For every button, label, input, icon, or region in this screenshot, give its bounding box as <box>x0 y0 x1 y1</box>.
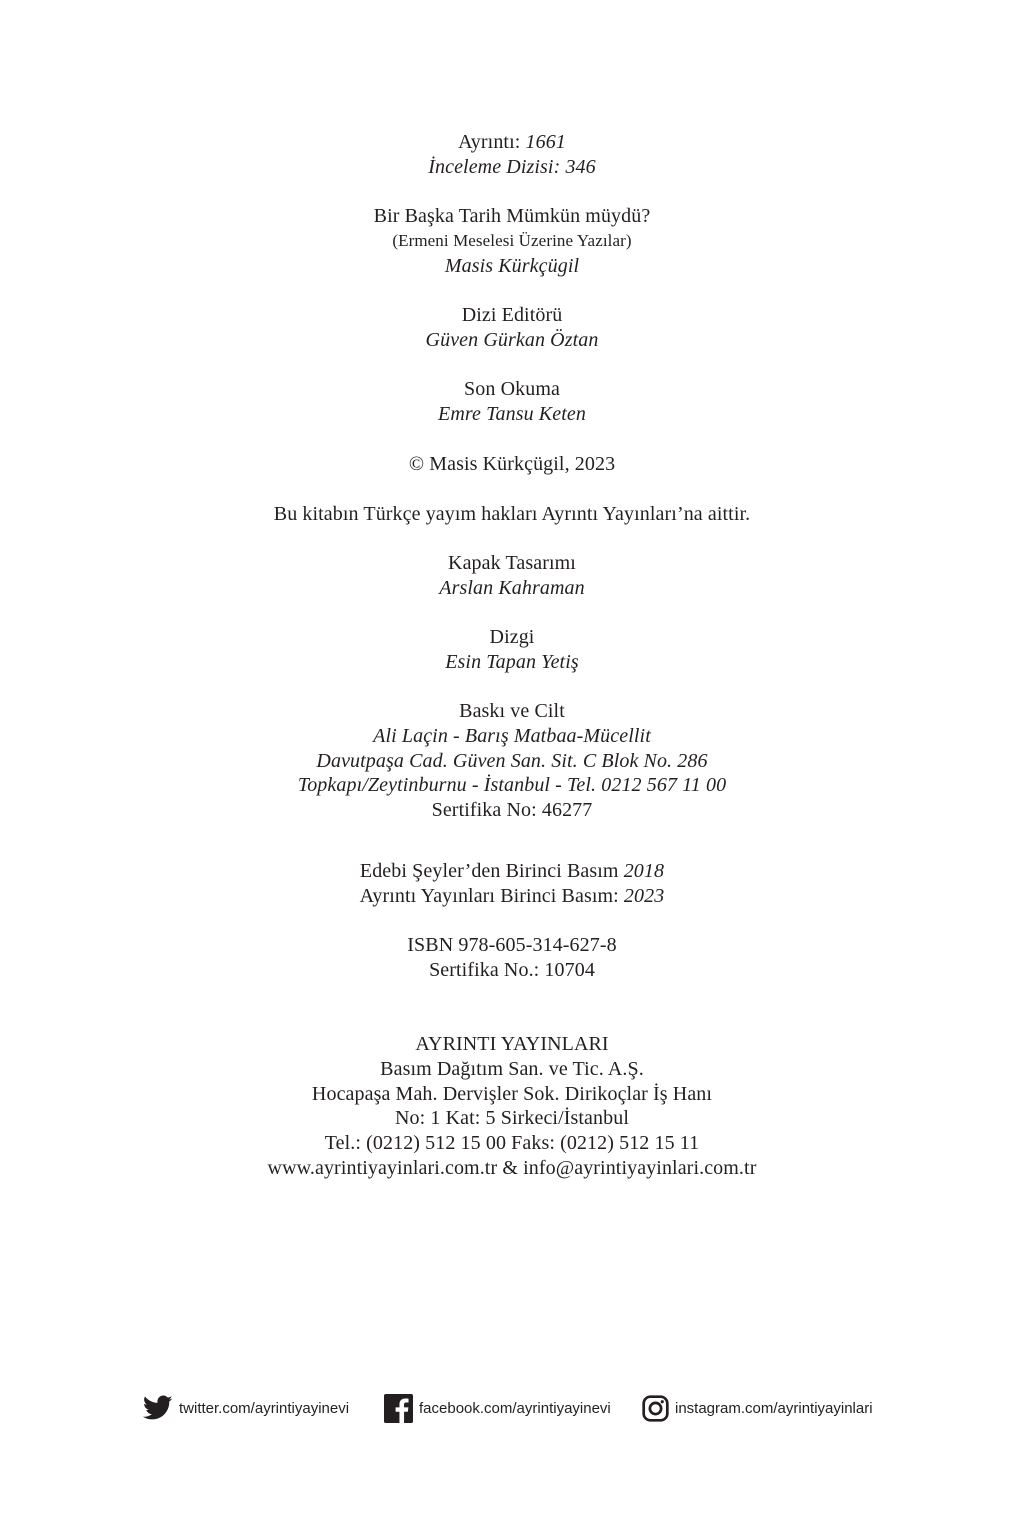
typesetting-block <box>0 625 1024 675</box>
isbn-block <box>0 933 1024 983</box>
editions-block <box>0 859 1024 909</box>
publisher-phone: Tel.: (0212) 512 15 00 Faks: (0212) 512 15 11 <box>324 1132 700 1155</box>
publisher-company: Basım Dağıtım San. ve Tic. A.Ş. <box>380 1057 644 1080</box>
cover-design-block <box>0 551 1024 601</box>
instagram-link[interactable] <box>642 1388 873 1428</box>
twitter-icon <box>143 1395 173 1421</box>
publisher-name: AYRINTI YAYINLARI <box>415 1033 609 1055</box>
twitter-handle: twitter.com/ayrintiyayinevi <box>179 1399 350 1417</box>
series-number: 1661 <box>525 131 566 153</box>
proofreading-label: Son Okuma <box>464 378 560 400</box>
facebook-icon <box>384 1394 413 1423</box>
facebook-link[interactable] <box>384 1388 611 1428</box>
copyright-notice: © Masis Kürkçügil, 2023 <box>408 453 616 475</box>
series-line <box>0 130 1024 155</box>
cover-design-name: Arslan Kahraman <box>439 576 585 599</box>
first-edition-label: Edebi Şeyler’den Birinci Basım <box>359 860 624 882</box>
subseries: İnceleme Dizisi: 346 <box>428 155 596 178</box>
series-label: Ayrıntı: <box>458 131 526 153</box>
second-edition-label: Ayrıntı Yayınları Birinci Basım: <box>359 884 624 907</box>
typesetting-name: Esin Tapan Yetiş <box>445 650 579 673</box>
proofreading-name: Emre Tansu Keten <box>438 402 586 425</box>
book-author: Masis Kürkçügil <box>444 254 580 277</box>
isbn: ISBN 978-605-314-627-8 <box>407 934 617 956</box>
printing-block <box>0 699 1024 823</box>
book-title: Bir Başka Tarih Mümkün müydü? <box>373 205 651 227</box>
typesetting-label: Dizgi <box>489 626 535 648</box>
printer-address-1: Davutpaşa Cad. Güven San. Sit. C Blok No. 286 <box>316 749 708 772</box>
instagram-handle: instagram.com/ayrintiyayinlari <box>675 1399 873 1417</box>
twitter-link[interactable] <box>143 1388 349 1428</box>
publisher-web: www.ayrintiyayinlari.com.tr & info@ayrintiyayinlari.com.tr <box>267 1156 757 1179</box>
publisher-address-2: No: 1 Kat: 5 Sirkeci/İstanbul <box>395 1107 629 1130</box>
isbn-certificate: Sertifika No.: 10704 <box>429 958 595 981</box>
cover-design-label: Kapak Tasarımı <box>448 552 576 574</box>
proofreading-block <box>0 377 1024 427</box>
publisher-block <box>0 1032 1024 1181</box>
facebook-handle: facebook.com/ayrintiyayinevi <box>419 1399 611 1417</box>
series-editor-block <box>0 303 1024 353</box>
rights-block <box>0 502 1024 527</box>
series-editor-name: Güven Gürkan Öztan <box>425 328 599 351</box>
printer-name: Ali Laçin - Barış Matbaa-Mücellit <box>373 724 651 747</box>
book-block <box>0 204 1024 278</box>
publisher-address-1: Hocapaşa Mah. Dervişler Sok. Dirikoçlar İş Hanı <box>311 1082 713 1105</box>
first-edition <box>0 859 1024 884</box>
instagram-icon <box>642 1395 669 1422</box>
copyright-block <box>0 452 1024 477</box>
series-editor-label: Dizi Editörü <box>461 304 563 326</box>
printer-certificate: Sertifika No: 46277 <box>431 799 593 822</box>
printing-label: Baskı ve Cilt <box>459 700 565 722</box>
first-edition-year: 2018 <box>623 860 665 882</box>
printer-address-2: Topkapı/Zeytinburnu - İstanbul - Tel. 0212 567 11 00 <box>297 774 727 797</box>
book-subtitle: (Ermeni Meselesi Üzerine Yazılar) <box>392 230 632 250</box>
series-block <box>0 130 1024 180</box>
second-edition <box>0 884 1024 909</box>
second-edition-year: 2023 <box>623 884 665 907</box>
rights-notice: Bu kitabın Türkçe yayım hakları Ayrıntı Yayınları’na aittir. <box>273 503 751 525</box>
